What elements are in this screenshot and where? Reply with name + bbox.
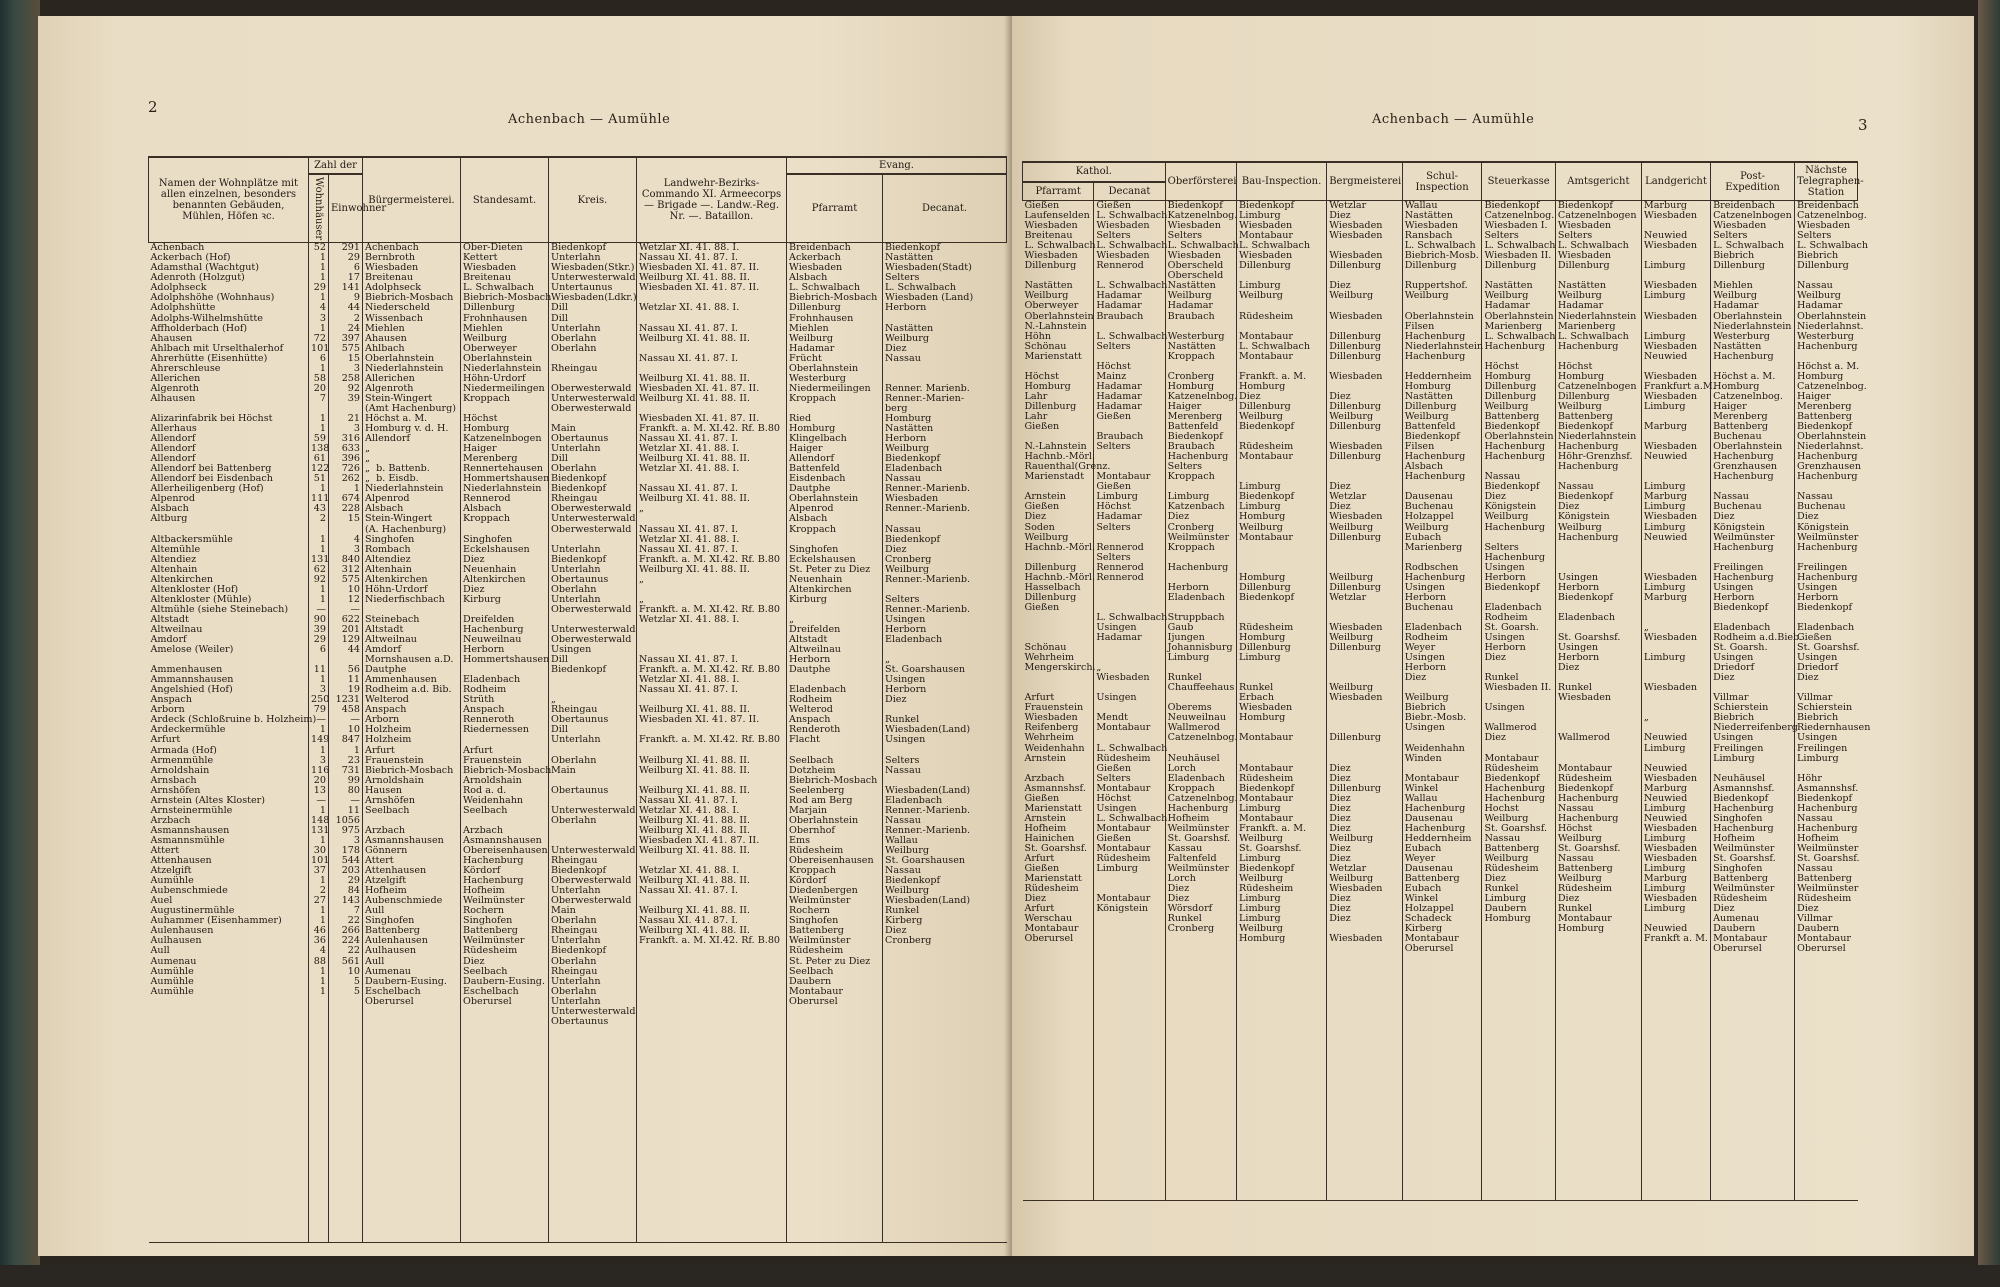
header-registry: Standesamt. <box>461 157 549 243</box>
header-regional-court: Landgericht <box>1641 162 1710 201</box>
running-head: Achenbach — Aumühle <box>508 112 671 127</box>
column-mayor: Achenbach Bernbroth Wiesbaden Breitenau Adolphseck Biebrich-Mosbach Niederscheld Wissenbach Miehlen Ahausen Ahlbach Oberlahnstein Niederlahnstein Allerichen Algenroth Stein-Wingert (Amt Hachenburg) Höchst a. M. Homburg v. d. H. Allendorf „ „ „ b. Battenb. „ b. Eisdb. Niederlahnstein Alpenrod Alsbach Stein-Wingert (A. Hachenburg) Singhofen Rombach Altendiez Altenhain Altenkirchen Höhn-Urdorf Niederfischbach Steinebach Altstadt Altweilnau Amdorf Mornshausen a.D. Dautphe Ammenhausen Rodheim a.d. Bib. Welterod Anspach Arborn Holzheim Holzheim Arfurt Frauenstein Biebrich-Mosbach Arnoldshain Hausen Arnshöfen Seelbach Arzbach Asmannshausen Gönnern Attert Attenhausen Atzelgift Hofheim Aubenschmiede Aull Singhofen Battenberg Aulenhausen Aulhausen Aull Aumenau Daubern-Eusing. Eschelbach Oberursel <box>363 243 461 1243</box>
column-cath-deanery: Gießen L. Schwalbach Wiesbaden Selters L. Schwalbach Wiesbaden Rennerod L. Schwalbach Hadamar Hadamar Braubach L. Schwalbach Selters Höchst Mainz Hadamar Hadamar Hadamar Gießen Braubach Selters Montabaur Gießen Limburg Höchst Hadamar Selters Rennerod Selters Rennerod Rennerod L. Schwalbach Usingen Hadamar „ Wiesbaden Usingen Mendt Montabaur L. Schwalbach Rüdesheim Gießen Selters Montabaur Höchst Usingen L. Schwalbach Montabaur Gießen Montabaur Rüdesheim Limburg Montabaur Königstein <box>1094 201 1165 1201</box>
page-number: 2 <box>148 98 158 116</box>
header-tax-office: Steuerkasse <box>1482 162 1555 201</box>
header-district-court: Amtsgericht <box>1555 162 1641 201</box>
book-cover-left-edge <box>0 0 40 1287</box>
column-school-inspection: Wallau Nastätten Wiesbaden Ransbach L. Schwalbach Biebrich-Mosb. Dillenburg Ruppertshof. Weilburg Oberlahnstein Filsen Hachenburg Niederlahnstein Hachenburg Heddernheim Homburg Nastätten Dillenburg Weilburg Battenfeld Biedenkopf Filsen Hachenburg Alsbach Hachenburg Dausenau Buchenau Holzappel Weilburg Eubach Marienberg Rodbschen Hachenburg Usingen Herborn Buchenau Eladenbach Rodheim Weyer Usingen Herborn Diez Weilburg Biebrich Biebr.-Mosb. Usingen Weidenhahn Winden Montabaur Winkel Wallau Hachenburg Dausenau Hachenburg Heddernheim Eubach Weyer Dausenau Battenberg Eubach Winkel Holzappel Schadeck Kirberg Montabaur Oberursel <box>1402 201 1482 1201</box>
column-forestry: Biedenkopf Katzenelnbog. Wiesbaden Selters L. Schwalbach Wiesbaden Oberscheld Oberscheld Nastätten Weilburg Hadamar Braubach Westerburg Nastätten Kroppach Cronberg Homburg Katzenelnbog. Haiger Merenberg Battenfeld Biedenkopf Braubach Hachenburg Selters Kroppach Limburg Katzenbach Diez Cronberg Weilmünster Kroppach Hachenburg Herborn Eladenbach Struppbach Gaub Ijungen Johannisburg Limburg Runkel Chauffeehaus Oberems Neuweilnau Wallmerod Catzenelnbog. Neuhäusel Lorch Eladenbach Kroppach Catzenelnbog. Hachenburg Hofheim Weilmünster St. Goarshsf. Kassau Faltenfeld Weilmünster Lorch Diez Diez Wörsdorf Runkel Cronberg <box>1165 201 1236 1201</box>
header-district: Kreis. <box>549 157 637 243</box>
book-cover-bottom-edge <box>0 1265 2000 1287</box>
header-telegraph-station: Nächste Telegraphen-Station <box>1795 162 1858 201</box>
header-inhabitants: Einwohner <box>329 174 363 243</box>
header-count-group: Zahl der <box>309 157 363 174</box>
header-evang-deanery: Decanat. <box>883 174 1007 243</box>
header-mayor: Bürgermeisterei. <box>363 157 461 243</box>
header-catholic: Kathol. <box>1023 162 1166 182</box>
header-building-inspection: Bau-Inspection. <box>1237 162 1327 201</box>
gazetteer-table-left <box>148 156 1007 1243</box>
column-district: Biedenkopf Unterlahn Wiesbaden(Stkr.) Unterwesterwald Untertaunus Wiesbaden(Ldkr.) Dill Dill Unterlahn Oberlahn Oberlahn Rheingau Oberwesterwald Unterwesterwald Oberwesterwald Main Obertaunus Unterlahn Dill Oberlahn Biedenkopf Biedenkopf Rheingau Oberwesterwald Unterwesterwald Oberwesterwald Unterlahn Biedenkopf Unterlahn Obertaunus Oberlahn Unterlahn Oberwesterwald Unterwesterwald Oberwesterwald Usingen Dill Biedenkopf „ Rheingau Obertaunus Dill Unterlahn Oberlahn Main Obertaunus Unterwesterwald Oberlahn Unterwesterwald Rheingau Biedenkopf Oberwesterwald Unterlahn Oberwesterwald Main Oberlahn Rheingau Unterlahn Biedenkopf Oberlahn Rheingau Unterlahn Oberlahn Unterlahn Unterwesterwald Obertaunus <box>549 243 637 1243</box>
column-landwehr: Wetzlar XI. 41. 88. I. Nassau XI. 41. 87. I. Wiesbaden XI. 41. 87. II. Weilburg XI. 41. 88. II. Wiesbaden XI. 41. 87. II. Wetzlar XI. 41. 88. I. Nassau XI. 41. 87. I. Weilburg XI. 41. 88. II. Nassau XI. 41. 87. I. Weilburg XI. 41. 88. II. Wiesbaden XI. 41. 87. II. Weilburg XI. 41. 88. II. Wiesbaden XI. 41. 87. II. Frankft. a. M. XI.42. Rf. B.80 Nassau XI. 41. 87. I. Wetzlar XI. 41. 88. I. Weilburg XI. 41. 88. II. Wetzlar XI. 41. 88. I. Nassau XI. 41. 87. I. Weilburg XI. 41. 88. II. „ Nassau XI. 41. 87. I. Wetzlar XI. 41. 88. I. Nassau XI. 41. 87. I. Frankft. a. M. XI.42. Rf. B.80 Weilburg XI. 41. 88. II. „ „ Frankft. a. M. XI.42. Rf. B.80 Wetzlar XI. 41. 88. I. Nassau XI. 41. 87. I. Frankft. a. M. XI.42. Rf. B.80 Wetzlar XI. 41. 88. I. Nassau XI. 41. 87. I. Weilburg XI. 41. 88. II. Wiesbaden XI. 41. 87. II. Frankft. a. M. XI.42. Rf. B.80 Weilburg XI. 41. 88. II. Weilburg XI. 41. 88. II. Weilburg XI. 41. 88. II. Nassau XI. 41. 87. I. Wetzlar XI. 41. 88. I. Weilburg XI. 41. 88. II. Weilburg XI. 41. 88. II. Wiesbaden XI. 41. 87. II. Weilburg XI. 41. 88. II. Wetzlar XI. 41. 88. I. Weilburg XI. 41. 88. II. Nassau XI. 41. 87. I. Weilburg XI. 41. 88. II. Nassau XI. 41. 87. I. Weilburg XI. 41. 88. II. Frankft. a. M. XI.42. Rf. B.80 <box>637 243 787 1243</box>
column-evang-deanery: Biedenkopf Nastätten Wiesbaden(Stadt) Selters L. Schwalbach Wiesbaden (Land) Herborn Nastätten Weilburg Diez Nassau Renner. Marienb. Renner.-Marien- berg Homburg Nastätten Herborn Weilburg Biedenkopf Eladenbach Nassau Renner.-Marienb. Wiesbaden Renner.-Marienb. Nassau Biedenkopf Diez Cronberg Weilburg Renner.-Marienb. Selters Renner.-Marienb. Usingen Herborn Eladenbach „ St. Goarshausen Usingen Herborn Diez Runkel Wiesbaden(Land) Usingen Selters Nassau Wiesbaden(Land) Eladenbach Renner.-Marienb. Nassau Renner.-Marienb. Wallau Weilburg St. Goarshausen Nassau Biedenkopf Weilburg Wiesbaden(Land) Runkel Kirberg Diez Cronberg <box>883 243 1007 1243</box>
header-post-office: Post-Expedition <box>1711 162 1795 201</box>
header-school-inspection: Schul-Inspection <box>1402 162 1482 201</box>
book-cover-right-edge <box>1978 0 2000 1287</box>
header-landwehr: Landwehr-Bezirks-Commando XI. Armeecorps — Brigade —. Landw.-Reg. Nr. —. Bataillon. <box>637 157 787 243</box>
column-place-names: Achenbach Ackerbach (Hof) Adamsthal (Wachtgut) Adenroth (Holzgut) Adolphseck Adolphshöhe (Wohnhaus) Adolphshütte Adolphs-Wilhelmshütte Affholderbach (Hof) Ahausen Ahlbach mit Urselthalerhof Ahrerhütte (Eisenhütte) Ahrerschleuse Allerichen Algenroth Alhausen Alizarinfabrik bei Höchst Allerhaus Allendorf Allendorf Allendorf Allendorf bei Battenberg Allendorf bei Eisdenbach Allerheiligenberg (Hof) Alpenrod Alsbach Altburg Altbackersmühle Altemühle Altendiez Altenhain Altenkirchen Altenkloster (Hof) Altenkloster (Mühle) Altmühle (siehe Steinebach) Altstadt Altweilnau Amdorf Amelose (Weiler) Ammenhausen Ammannshausen Angelshied (Hof) Anspach Arborn Ardeck (Schloßruine b. Holzheim) Ardeckermühle Arfurt Armada (Hof) Armenmühle Arnoldshain Arnsbach Arnshöfen Arnstein (Altes Kloster) Arnsteinermühle Arzbach Asmannshausen Asmannsmühle Attert Attenhausen Atzelgift Aumühle Aubenschmiede Auel Augustinermühle Auhammer (Eisenhammer) Aulenhausen Aulhausen Aull Aumenau Aumühle Aumühle Aumühle <box>149 243 309 1243</box>
page-number: 3 <box>1858 116 1868 134</box>
gazetteer-table-right <box>1022 161 1871 1201</box>
column-regional-court: Marburg Wiesbaden Neuwied Wiesbaden Limburg Wiesbaden Limburg Wiesbaden Limburg Wiesbaden Neuwied Wiesbaden Frankfurt a.M. Wiesbaden Limburg Marburg Wiesbaden Neuwied Limburg Marburg Limburg Wiesbaden Limburg Neuwied Wiesbaden Limburg Marburg „ Wiesbaden Limburg Wiesbaden „ Neuwied Limburg Neuwied Wiesbaden Marburg Neuwied Limburg Neuwied Wiesbaden Limburg Wiesbaden Wiesbaden Limburg Marburg Limburg Wiesbaden Limburg Neuwied Frankft a. M. <box>1641 201 1710 1201</box>
column-tax-office: Biedenkopf Catzenelnbog. Wiesbaden I. Selters L. Schwalbach Wiesbaden II. Dillenburg Nastätten Weilburg Hadamar Oberlahnstein Marienberg L. Schwalbach Hachenburg Höchst Homburg Dillenburg Dillenburg Weilburg Battenberg Biedenkopf Oberlahnstein Hachenburg Hachenburg Nassau Biedenkopf Diez Königstein Weilburg Hachenburg Selters Hachenburg Usingen Herborn Biedenkopf Eladenbach Rodheim St. Goarsh. Usingen Herborn Diez Runkel Wiesbaden II. Usingen Wallmerod Diez Montabaur Rüdesheim Biedenkopf Hachenburg Hachenburg Hochst Weilburg St. Goarshsf. Nassau Battenberg Weilburg Rüdesheim Diez Runkel Limburg Daubern Homburg <box>1482 201 1555 1201</box>
header-cath-parish: Pfarramt <box>1023 182 1094 201</box>
header-evangelical: Evang. <box>787 157 1007 174</box>
left-page <box>38 16 1012 1256</box>
column-district-court: Biedenkopf Catzenelnbogen Wiesbaden Selters L. Schwalbach Wiesbaden Dillenburg Nastätten Weilburg Hadamar Niederlahnstein Marienberg L. Schwalbach Hachenburg Höchst Homburg Catzenelnbogen Dillenburg Weilburg Battenberg Biedenkopf Niederlahnstein Hachenburg Höhr-Grenzhsf. Hachenburg Nassau Biedenkopf Diez Königstein Weilburg Hachenburg Usingen Herborn Biedenkopf Eladenbach St. Goarshsf. Usingen Herborn Diez Runkel Wiesbaden Wallmerod Montabaur Rüdesheim Biedenkopf Hachenburg Nassau Hachenburg Höchst Weilburg St. Goarshsf. Nassau Battenberg Weilburg Rüdesheim Diez Runkel Montabaur Homburg <box>1555 201 1641 1201</box>
right-page <box>1012 16 1974 1256</box>
column-houses: 52 1 1 1 29 1 4 3 1 72 101 6 1 58 20 7 1 1 59 138 61 122 51 1 111 43 2 1 1 131 62 92 1 1 — 90 39 29 6 11 1 3 250 79 — 1 149 1 3 116 20 13 — 1 148 131 1 30 101 37 1 2 27 1 1 46 36 4 88 1 1 1 <box>309 243 329 1243</box>
column-mining: Wetzlar Diez Wiesbaden Wiesbaden Wiesbaden Dillenburg Diez Weilburg Wiesbaden Dillenburg Dillenburg Dillenburg Wiesbaden Diez Dillenburg Weilburg Dillenburg Wiesbaden Dillenburg Diez Wetzlar Diez Wiesbaden Weilburg Dillenburg Weilburg Dillenburg Wetzlar Wiesbaden Weilburg Dillenburg Weilburg Wiesbaden Dillenburg Diez Diez Dillenburg Diez Diez Diez Diez Weilburg Diez Diez Wetzlar Weilburg Wiesbaden Diez Diez Diez Wiesbaden <box>1327 201 1403 1201</box>
header-evang-parish: Pfarramt <box>787 174 883 243</box>
column-evang-parish: Breidenbach Ackerbach Wiesbaden Alsbach L. Schwalbach Biebrich-Mosbach Dillenburg Frohnhausen Miehlen Weilburg Hadamar Frücht Oberlahnstein Westerburg Niedermeilingen Kroppach Ried Homburg Klingelbach Haiger Allendorf Battenfeld Eisdenbach Dautphe Oberlahnstein Alpenrod Alsbach Kroppach Singhofen Eckelshausen St. Peter zu Diez Neuenhain Altenkirchen Kirburg „ Dreifelden Altstadt Altweilnau Herborn Dautphe Eladenbach Rodheim Welterod Anspach Renderoth Flacht Seelbach Dotzheim Biebrich-Mosbach Seelenberg Rod am Berg Marjain Oberlahnstein Obernhof Ems Rüdesheim Obereisenhausen Kroppach Kördorf Diedenbergen Weilmünster Rochern Singhofen Battenberg Weilmünster Rüdesheim St. Peter zu Diez Seelbach Daubern Montabaur Oberursel <box>787 243 883 1243</box>
column-telegraph-station: Breidenbach Catzenelnbog. Wiesbaden Selters L. Schwalbach Biebrich Dillenburg Nassau Weilburg Hadamar Oberlahnstein Niederlahnst. Westerburg Hachenburg Höchst a. M. Homburg Catzenelnbog. Haiger Merenberg Battenberg Biedenkopf Oberlahnstein Niederlahnst. Hachenburg Grenzhausen Hachenburg Nassau Buchenau Diez Königstein Weilmünster Hachenburg Freilingen Hachenburg Usingen Herborn Biedenkopf Eladenbach Gießen St. Goarshsf. Usingen Driedorf Diez Villmar Schierstein Biebrich Riedernhausen Usingen Freilingen Limburg Höhr Asmannshsf. Biedenkopf Hachenburg Nassau Hachenburg Hofheim Weilmünster St. Goarshsf. Nassau Battenberg Weilmünster Rüdesheim Diez Villmar Daubern Montabaur Oberursel <box>1795 201 1858 1201</box>
running-head: Achenbach — Aumühle <box>1372 112 1535 127</box>
column-inhabitants: 291 29 6 17 141 9 44 2 24 397 575 15 3 258 92 39 21 3 316 633 396 726 262 1 674 228 15 4 3 840 312 575 10 12 — 622 201 129 44 56 11 19 1231 458 — 10 847 1 23 731 99 80 — 11 1056 975 3 178 544 203 29 84 143 7 22 266 224 22 561 10 5 5 <box>329 243 363 1243</box>
header-houses: Wohnhäuser <box>309 174 329 243</box>
header-place-name: Namen der Wohnplätze mit allen einzelnen, besonders benannten Gebäuden, Mühlen, Höfen ꝛc. <box>149 157 309 243</box>
header-forestry: Oberförsterei <box>1165 162 1236 201</box>
header-mining: Bergmeisterei <box>1327 162 1403 201</box>
header-cath-deanery: Decanat <box>1094 182 1165 201</box>
column-post-office: Breidenbach Catzenelnbogen Wiesbaden Selters L. Schwalbach Biebrich Dillenburg Miehlen Weilburg Hadamar Oberlahnstein Niederlahnstein Westerburg Nastätten Hachenburg Höchst a. M. Homburg Catzenelnbog. Haiger Merenberg Battenberg Buchenau Oberlahnstein Hachenburg Grenzhausen Hachenburg Nassau Buchenau Diez Königstein Weilmünster Hachenburg Freilingen Hachenburg Usingen Herborn Biedenkopf Eladenbach Rodheim a.d.Bieb. St. Goarsh. Usingen Driedorf Diez Villmar Schierstein Biebrich Niederreifenberg Usingen Freilingen Limburg Neuhäusel Asmannshsf. Biedenkopf Hachenburg Singhofen Hachenburg Hofheim Weilmünster St. Goarshsf. Singhofen Battenberg Weilmünster Rüdesheim Diez Aumenau Daubern Montabaur Oberursel <box>1711 201 1795 1201</box>
column-cath-parish: Gießen Laufenselden Wiesbaden Breitenau L. Schwalbach Wiesbaden Dillenburg Nastätten Weilburg Oberweyer Oberlahnstein N.-Lahnstein Höhn Schönau Marienstatt Höchst Homburg Lahr Dillenburg Lahr Gießen N.-Lahnstein Hachnb.-Mörl. Rauenthal(Grenz. Marienstadt Arnstein Gießen Diez Soden Weilburg Hachnb.-Mörl. Dillenburg Hachnb.-Mörl. Hasselbach Dillenburg Gießen Schönau Wehrheim Mengerskirch. Arfurt Frauenstein Wiesbaden Reifenberg Wehrheim Weidenhahn Arnstein Arzbach Asmannshsf. Gießen Marienstatt Arnstein Hofheim Hainichen St. Goarshsf. Arfurt Gießen Marienstatt Rüdesheim Diez Arfurt Werschau Montabaur Oberursel <box>1023 201 1094 1201</box>
column-registry: Ober-Dieten Kettert Wiesbaden Breitenau L. Schwalbach Biebrich-Mosbach Dillenburg Frohnhausen Miehlen Weilburg Oberweyer Oberlahnstein Niederlahnstein Höhn-Urdorf Niedermeilingen Kroppach Höchst Homburg Katzenelnbogen Haiger Merenberg Rennertehausen Hommertshausen Niederlahnstein Rennerod Alsbach Kroppach Singhofen Eckelshausen Diez Neuenhain Altenkirchen Diez Kirburg Dreifelden Hachenburg Neuweilnau Herborn Hommertshausen Eladenbach Rodheim Strüth Anspach Renneroth Riedernessen Arfurt Frauenstein Biebrich-Mosbach Arnoldshain Rod a. d. Weidenhahn Seelbach Arzbach Asmannshausen Obereisenhausen Hachenburg Kördorf Hachenburg Hofheim Weilmünster Rochern Singhofen Battenberg Weilmünster Rüdesheim Diez Seelbach Daubern-Eusing. Eschelbach Oberursel <box>461 243 549 1243</box>
column-building-inspection: Biedenkopf Limburg Wiesbaden Montabaur L. Schwalbach Wiesbaden Dillenburg Limburg Weilburg Rüdesheim Montabaur L. Schwalbach Montabaur Frankft. a. M. Homburg Diez Dillenburg Weilburg Biedenkopf Rüdesheim Montabaur Limburg Biedenkopf Limburg Homburg Weilburg Montabaur Homburg Dillenburg Biedenkopf Rüdesheim Homburg Dillenburg Limburg Runkel Erbach Wiesbaden Homburg Montabaur Montabaur Rüdesheim Biedenkopf Montabaur Limburg Montabaur Frankft. a. M. Weilburg St. Goarshsf. Limburg Biedenkopf Weilburg Rüdesheim Limburg Limburg Limburg Weilburg Homburg <box>1237 201 1327 1201</box>
